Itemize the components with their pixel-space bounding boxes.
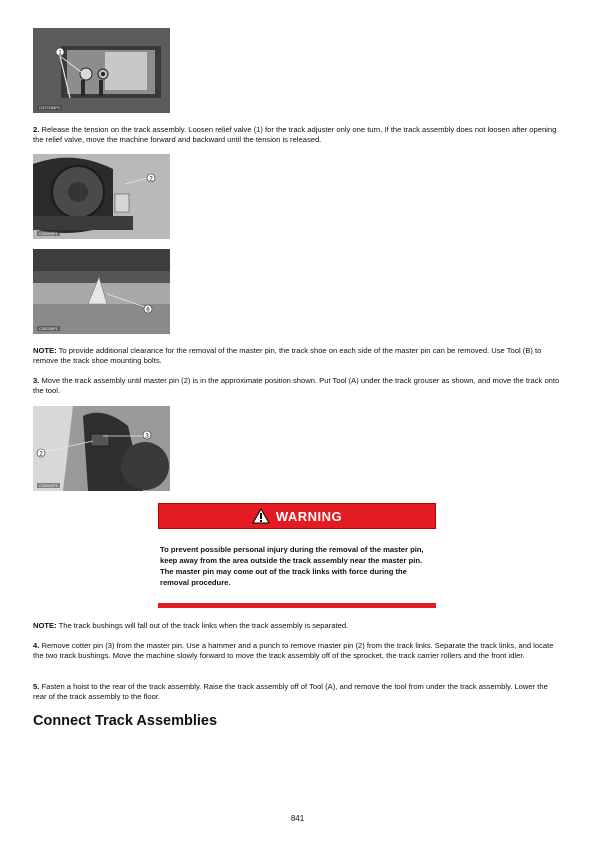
step-number: 4. [33,641,40,650]
step-text: Release the tension on the track assembly. Loosen relief valve (1) for the track adjuster only one turn. If the track assembly does not loosen after opening the relief valve, move the machine forward and backward until the tension is released. [33,125,557,144]
photo-relief-valve [33,28,170,113]
photo-tool-a [33,249,170,334]
step-2 [33,125,563,145]
step-text: Fasten a hoist to the rear of the track assembly. Raise the track assembly off of Tool (A), and remove the tool from under the track assembly. Lower the rear of the track assembly to the floor. [33,682,548,701]
figure-caption: C28509P1 [39,231,58,236]
callout-3: 3 [145,433,149,440]
callout-2: 2 [149,176,153,183]
track-assembly-illustration [33,154,170,239]
callout-layer [33,28,170,113]
warning-banner [158,503,436,529]
figure-caption: C28500P1 [39,483,58,488]
note-text: The track bushings will fall out of the track links when the track assembly is separated. [58,621,349,630]
note-label: NOTE: [33,621,57,630]
warning-bottom-rule [158,603,436,608]
warning-block [158,503,436,608]
step-number: 5. [33,682,40,691]
step-5 [33,682,563,702]
note-1 [33,346,563,366]
warning-message: To prevent possible personal injury during the removal of the master pin, keep away from the area outside the track assembly near the master pin. The master pin may come out of the track links with force during the removal procedure. [160,545,424,587]
callout-6: 6 [146,307,150,314]
note-text: To provide additional clearance for the removal of the master pin, the track shoe on each side of the master pin can be removed. Use Tool (B) to remove the track shoe mounting bolts. [33,346,542,365]
section-heading: Connect Track Assemblies [33,713,218,729]
tool-under-grouser-illustration [33,249,170,334]
warning-triangle-icon [252,508,270,524]
master-pin-illustration [33,406,170,491]
step-4 [33,641,563,661]
step-number: 2. [33,125,40,134]
warning-signal-word: WARNING [275,508,343,524]
photo-track-adjuster [33,154,170,239]
figure-caption: C477169P1 [39,105,61,110]
callout-2: 2 [39,451,43,458]
photo-master-pin [33,406,170,491]
step-number: 3. [33,376,40,385]
step-3 [33,376,563,396]
page-number: 841 [290,814,305,823]
callout-1: 1 [58,50,62,57]
step-text: Remove cotter pin (3) from the master pin. Use a hammer and a punch to remove master pin (2) from the track links. Separate the track links, and locate the two track bushings. Move the machine slowly forward to move the track assembly off of the sprocket, the track carrier rollers and the front idler. [33,641,554,660]
figure-caption: C30035P1 [39,326,58,331]
note-label: NOTE: [33,346,57,355]
step-text: Move the track assembly until master pin (2) is in the approximate position shown. Put Tool (A) under the track grouser as shown, and move the track onto the tool. [33,376,560,395]
note-2 [33,621,563,631]
